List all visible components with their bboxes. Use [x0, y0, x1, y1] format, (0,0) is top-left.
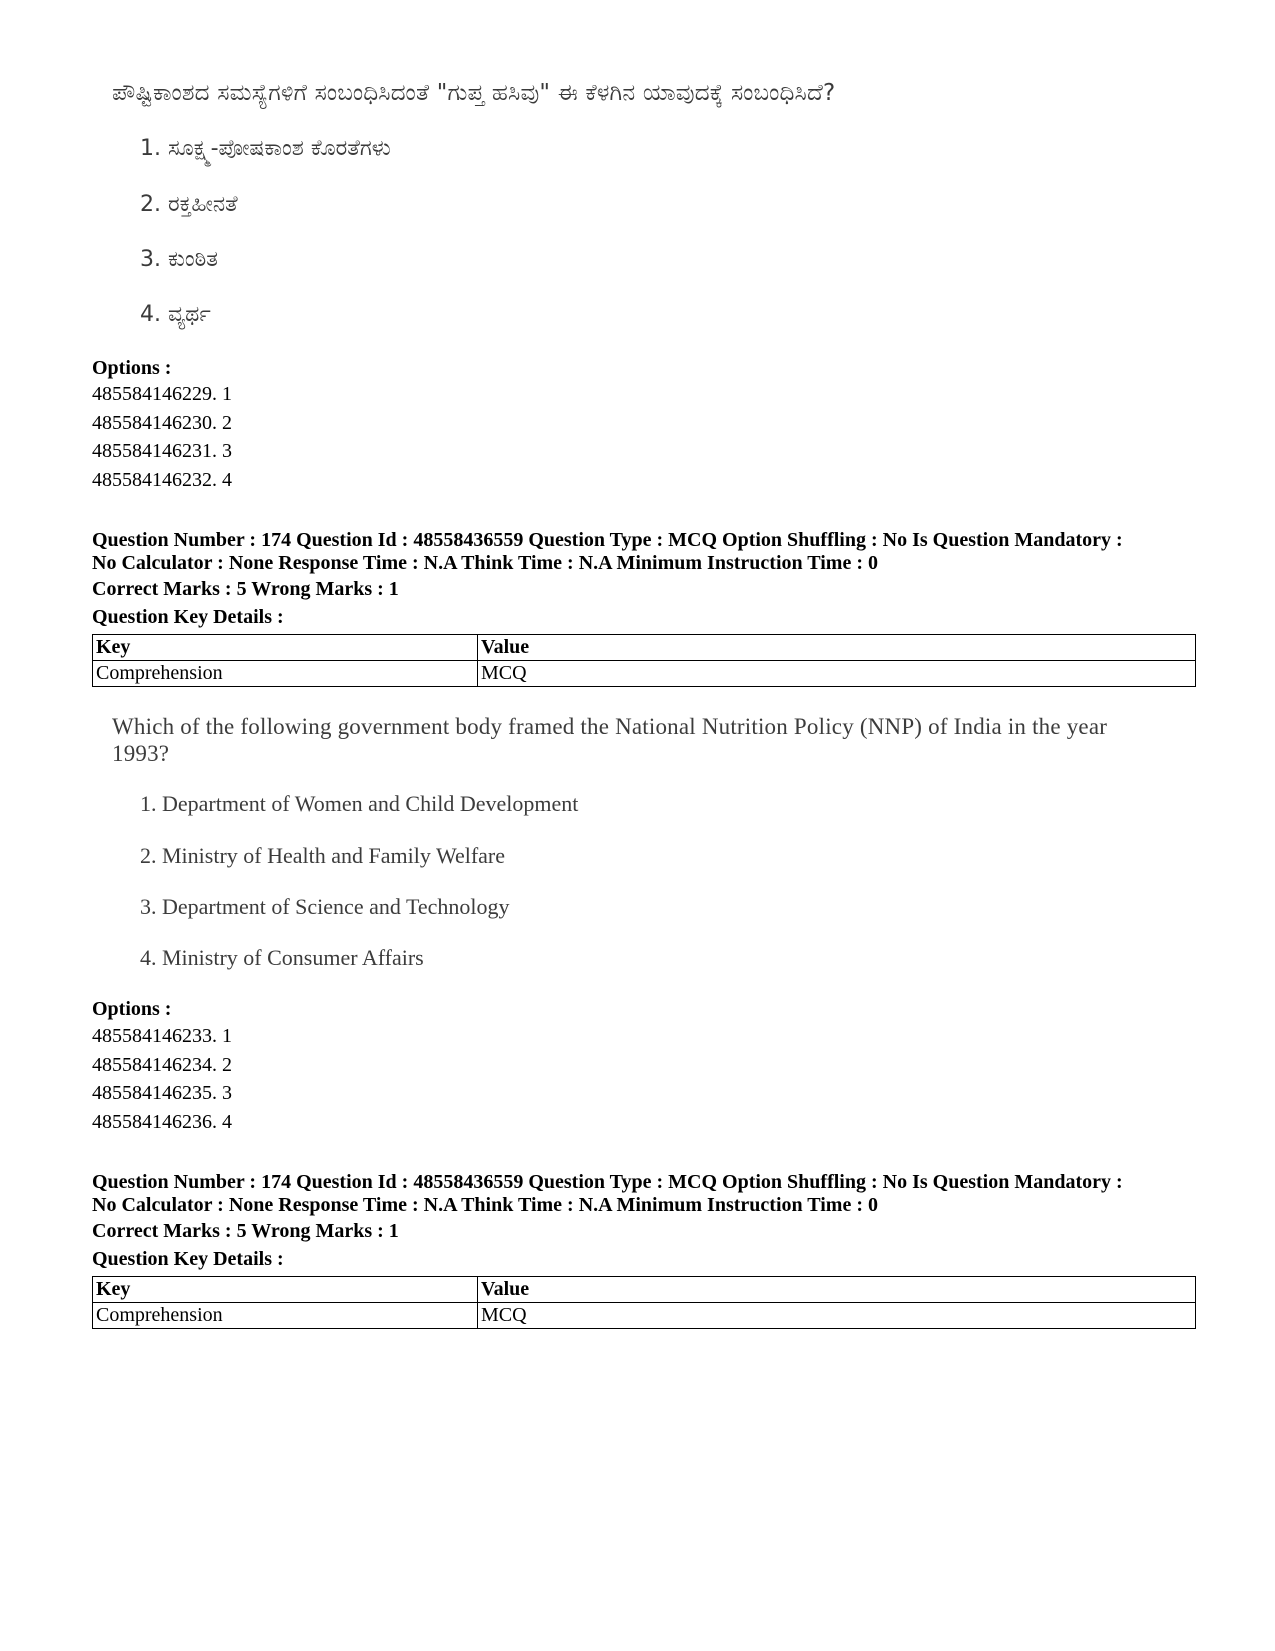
- table-cell-value: MCQ: [478, 1303, 1196, 1329]
- question-2-marks: Correct Marks : 5 Wrong Marks : 1: [92, 578, 399, 600]
- question-3-meta-line-1: Question Number : 174 Question Id : 48558436559 Question Type : MCQ Option Shuffling : No Is Question Mandatory :: [92, 1171, 1123, 1193]
- question-2-choice-1: 1. Department of Women and Child Development: [140, 791, 579, 816]
- question-1-stem: ಪೌಷ್ಟಿಕಾಂಶದ ಸಮಸ್ಯೆಗಳಿಗೆ ಸಂಬಂಧಿಸಿದಂತೆ "ಗುಪ್ತ ಹಸಿವು" ಈ ಕೆಳಗಿನ ಯಾವುದಕ್ಕೆ ಸಂಬಂಧಿಸಿದೆ?: [112, 80, 836, 106]
- table-cell-value: MCQ: [478, 661, 1196, 687]
- table-header-value: Value: [478, 1277, 1196, 1303]
- question-3-marks: Correct Marks : 5 Wrong Marks : 1: [92, 1220, 399, 1242]
- question-2-choice-4: 4. Ministry of Consumer Affairs: [140, 945, 424, 970]
- option-id: 485584146235. 3: [92, 1082, 232, 1104]
- question-2-meta-line-1: Question Number : 174 Question Id : 48558436559 Question Type : MCQ Option Shuffling : No Is Question Mandatory :: [92, 529, 1123, 551]
- option-id: 485584146232. 4: [92, 468, 232, 491]
- question-2-key-table: [92, 634, 1196, 687]
- table-row: [93, 661, 1196, 687]
- option-id: 485584146234. 2: [92, 1053, 232, 1076]
- question-2-meta-line-2: No Calculator : None Response Time : N.A Think Time : N.A Minimum Instruction Time : 0: [92, 552, 878, 574]
- question-3-key-details-label: Question Key Details :: [92, 1248, 284, 1270]
- question-1-choice-2: 2. ರಕ್ತಹೀನತೆ: [140, 192, 238, 217]
- question-1-choice-1: 1. ಸೂಕ್ಷ್ಮ-ಪೋಷಕಾಂಶ ಕೊರತೆಗಳು: [140, 136, 391, 161]
- table-header-key: Key: [93, 635, 478, 661]
- option-id: 485584146236. 4: [92, 1110, 232, 1133]
- option-id: 485584146231. 3: [92, 440, 232, 462]
- question-3-key-table: [92, 1276, 1196, 1329]
- table-header-key: Key: [93, 1277, 478, 1303]
- table-header-row: [93, 635, 1196, 661]
- question-1-options-list: [92, 380, 232, 494]
- question-3-meta-line-2: No Calculator : None Response Time : N.A Think Time : N.A Minimum Instruction Time : 0: [92, 1194, 878, 1216]
- question-2-choice-2: 2. Ministry of Health and Family Welfare: [140, 843, 506, 868]
- question-1-image: [112, 80, 836, 327]
- option-id: 485584146230. 2: [92, 411, 232, 434]
- question-2-choice-3: 3. Department of Science and Technology: [140, 894, 510, 919]
- question-2-stem-line-2: 1993?: [112, 741, 170, 766]
- question-2-key-details-label: Question Key Details :: [92, 606, 284, 628]
- table-header-row: [93, 1277, 1196, 1303]
- option-id: 485584146233. 1: [92, 1025, 232, 1047]
- question-2-meta: [92, 529, 1192, 575]
- table-cell-key: Comprehension: [93, 1303, 478, 1329]
- option-id: 485584146229. 1: [92, 383, 232, 405]
- table-header-value: Value: [478, 635, 1196, 661]
- question-2-options-label: Options :: [92, 998, 172, 1020]
- question-2-stem-line-1: Which of the following government body framed the National Nutrition Policy (NNP) of India in the year: [112, 714, 1108, 739]
- question-2-options-list: [92, 1022, 232, 1136]
- table-cell-key: Comprehension: [93, 661, 478, 687]
- table-row: [93, 1303, 1196, 1329]
- question-1-choice-4: 4. ವ್ಯರ್ಥ: [140, 302, 211, 327]
- question-1-options-label: Options :: [92, 357, 172, 379]
- question-1-choice-3: 3. ಕುಂಠಿತ: [140, 247, 218, 272]
- question-3-meta: [92, 1171, 1192, 1217]
- question-2-image: [112, 713, 1108, 970]
